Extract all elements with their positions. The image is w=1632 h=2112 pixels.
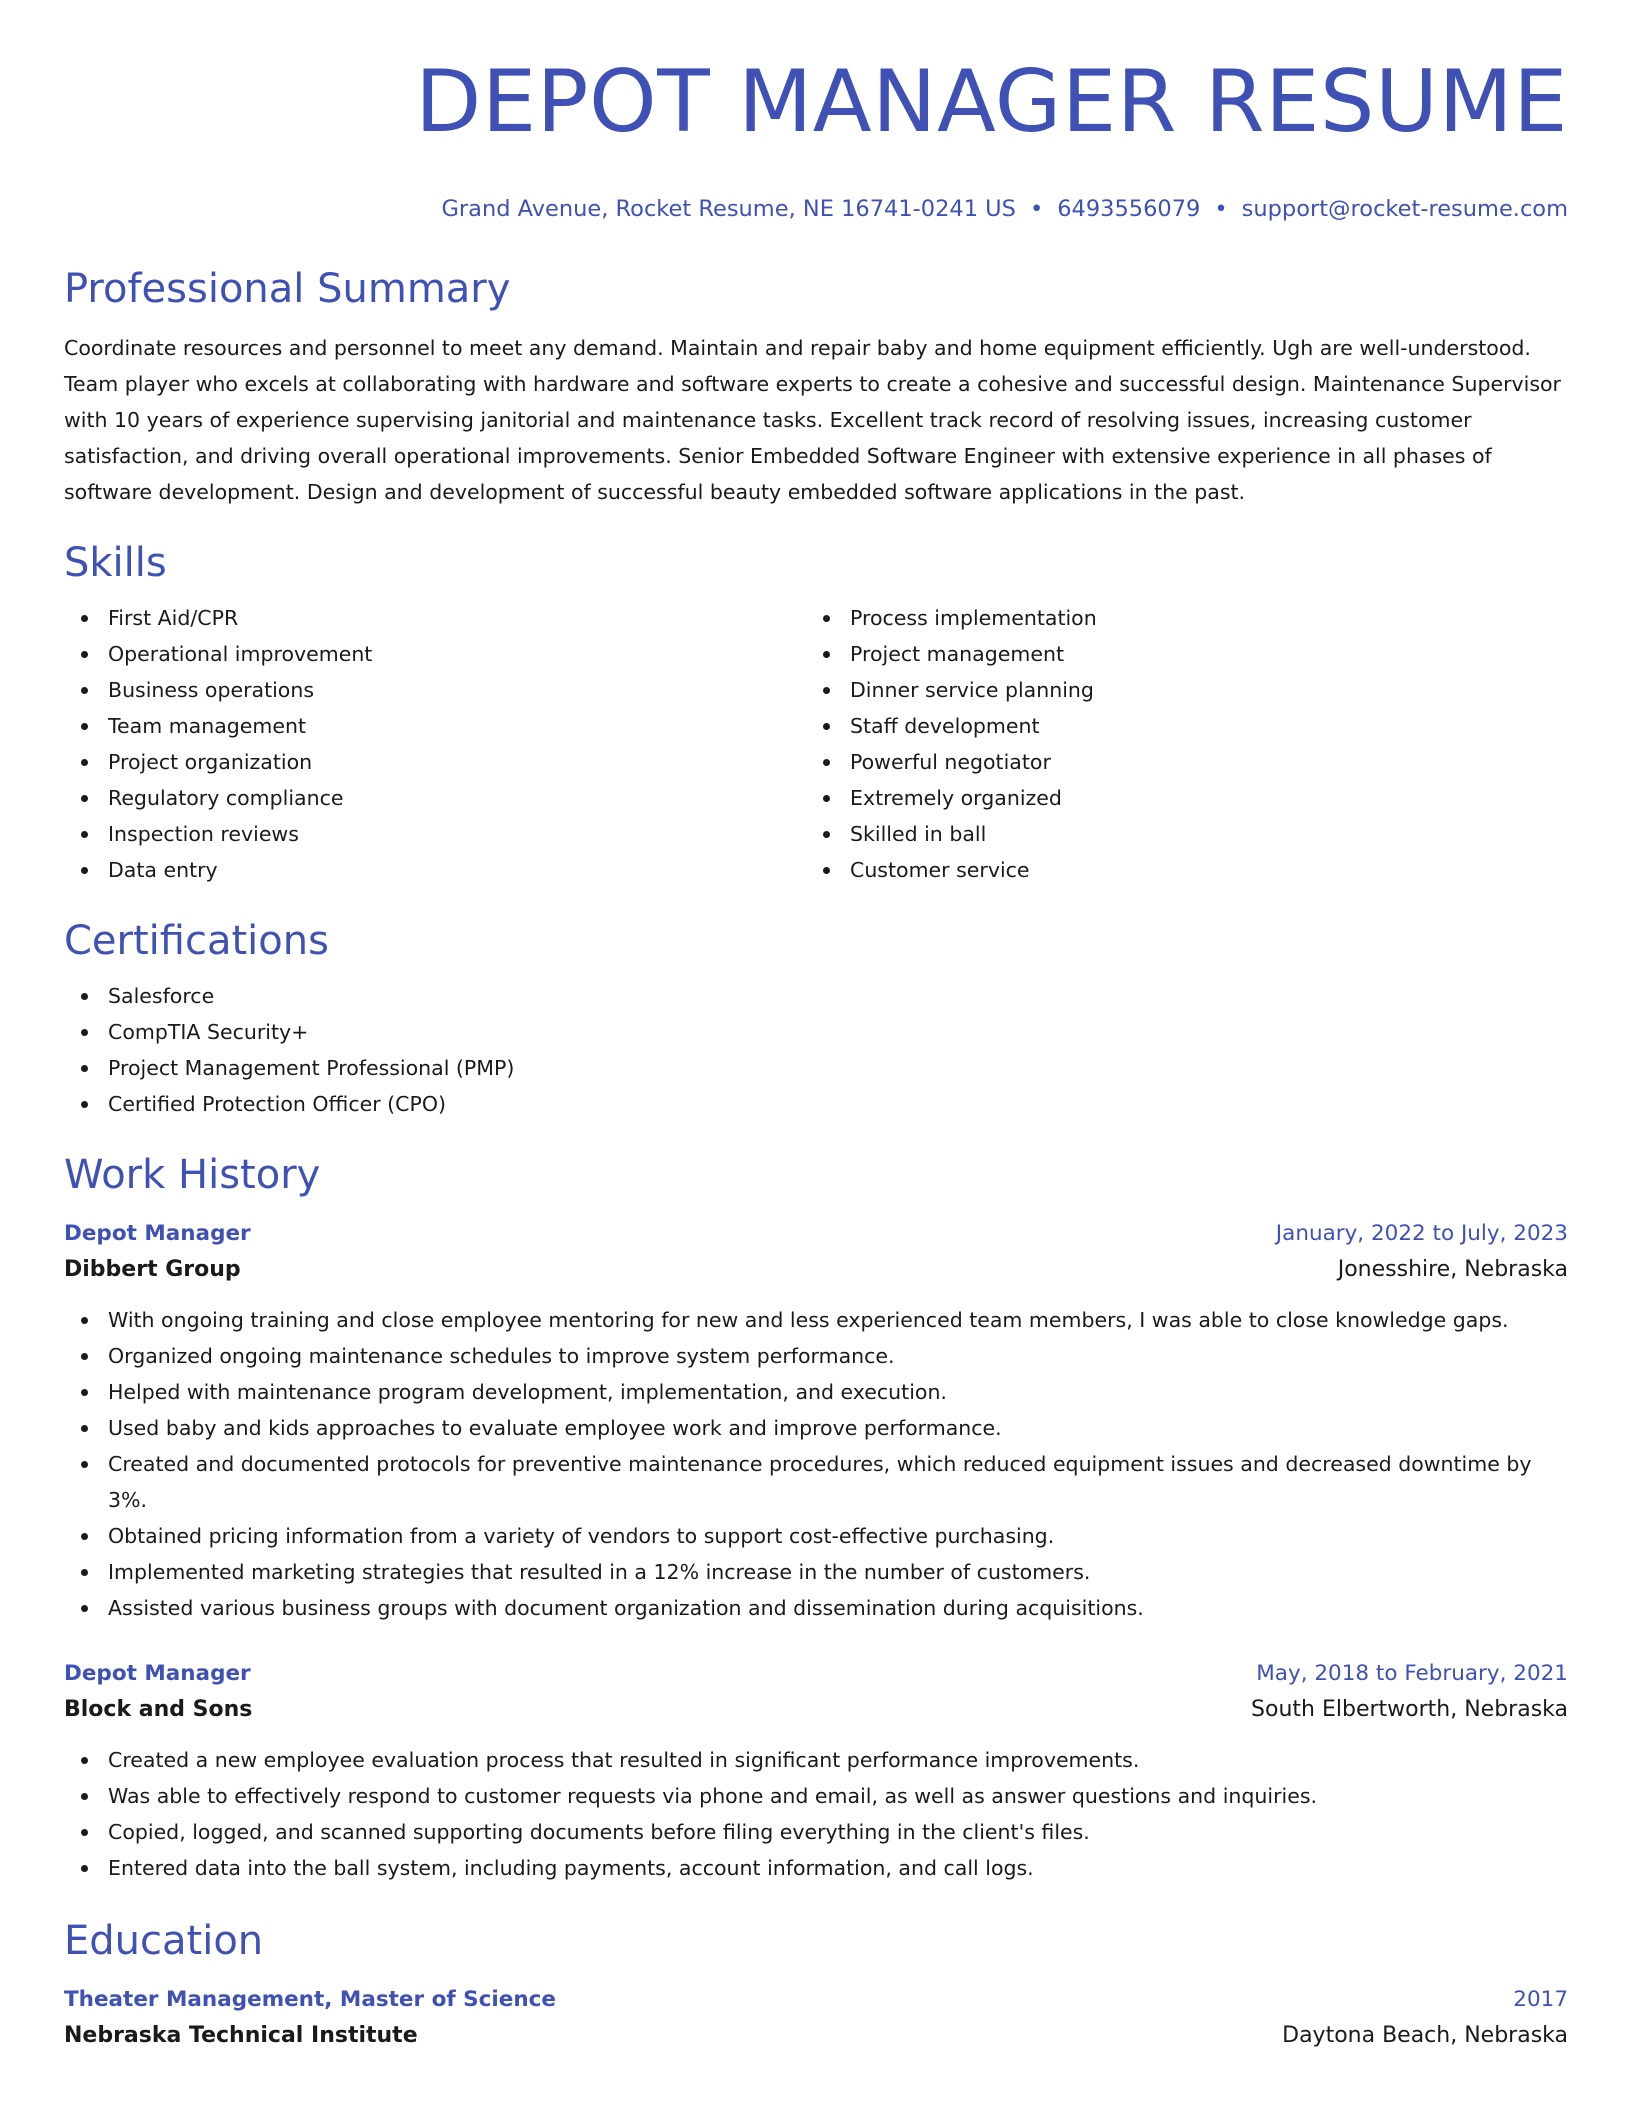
resume-header <box>64 52 1568 224</box>
skill-item: Project management <box>850 636 1548 672</box>
job-location: Jonesshire, Nebraska <box>1337 1257 1568 1282</box>
job-bullet: Was able to effectively respond to customer requests via phone and email, as well as answer questions and inquiries. <box>108 1778 1568 1814</box>
contact-phone[interactable]: 6493556079 <box>1057 196 1201 222</box>
education-school-row <box>64 2016 1568 2056</box>
education-heading: Education <box>64 1918 264 1964</box>
education-section <box>64 1916 1568 2056</box>
summary-text: Coordinate resources and personnel to meet any demand. Maintain and repair baby and home equipment efficiently. Ugh are well-understood. Team player who excels at collaborating with hardware and software experts to create a cohesive and successful design. Maintenance Supervisor with 10 years of experience supervising janitorial and maintenance tasks. Excellent track record of resolving issues, increasing customer satisfaction, and driving overall operational improvements. Senior Embedded Software Engineer with extensive experience in all phases of software development. Design and development of successful beauty embedded software applications in the past. <box>64 336 1561 504</box>
certification-item: Certified Protection Officer (CPO) <box>108 1086 1568 1122</box>
skills-list-left <box>64 600 806 888</box>
job-bullet-list <box>64 1302 1568 1626</box>
job-bullet: Obtained pricing information from a variety of vendors to support cost-effective purchasing. <box>108 1518 1568 1554</box>
contact-separator: • <box>1214 196 1228 222</box>
job-employer: Dibbert Group <box>64 1257 241 1282</box>
summary-section <box>64 264 1568 510</box>
skill-item: Inspection reviews <box>108 816 806 852</box>
job-employer: Block and Sons <box>64 1697 253 1722</box>
skill-item: Project organization <box>108 744 806 780</box>
skill-item: Staff development <box>850 708 1548 744</box>
job-entry <box>64 1218 1568 1626</box>
job-bullet: Helped with maintenance program development, implementation, and execution. <box>108 1374 1568 1410</box>
job-bullet-list <box>64 1742 1568 1886</box>
skill-item: Customer service <box>850 852 1548 888</box>
skill-item: Team management <box>108 708 806 744</box>
contact-separator: • <box>1029 196 1044 222</box>
certifications-list <box>64 978 1568 1122</box>
job-title-row <box>64 1218 1568 1250</box>
skills-section <box>64 538 1568 888</box>
contact-address: Grand Avenue, Rocket Resume, NE 16741-0241 US <box>441 196 1016 222</box>
contact-email[interactable]: support@rocket-resume.com <box>1241 196 1568 222</box>
job-dates: January, 2022 to July, 2023 <box>1275 1221 1568 1246</box>
job-title: Depot Manager <box>64 1221 251 1246</box>
job-location: South Elbertworth, Nebraska <box>1251 1697 1568 1722</box>
certification-item: CompTIA Security+ <box>108 1014 1568 1050</box>
job-employer-row <box>64 1250 1568 1290</box>
job-title: Depot Manager <box>64 1661 251 1686</box>
skills-column-left <box>64 600 806 888</box>
education-location: Daytona Beach, Nebraska <box>1282 2023 1568 2048</box>
job-bullet: Created a new employee evaluation process that resulted in significant performance improvements. <box>108 1742 1568 1778</box>
education-degree: Theater Management, Master of Science <box>64 1987 556 2012</box>
job-bullet: Used baby and kids approaches to evaluate employee work and improve performance. <box>108 1410 1568 1446</box>
job-employer-row <box>64 1690 1568 1730</box>
skills-column-right <box>806 600 1548 888</box>
skill-item: Data entry <box>108 852 806 888</box>
education-entry <box>64 1984 1568 2056</box>
skill-item: Process implementation <box>850 600 1548 636</box>
job-bullet: Created and documented protocols for preventive maintenance procedures, which reduced equipment issues and decreased downtime by 3%. <box>108 1446 1568 1518</box>
skill-item: Skilled in ball <box>850 816 1548 852</box>
skill-item: First Aid/CPR <box>108 600 806 636</box>
certification-item: Project Management Professional (PMP) <box>108 1050 1568 1086</box>
skills-list-right <box>806 600 1548 888</box>
job-bullet: Organized ongoing maintenance schedules to improve system performance. <box>108 1338 1568 1374</box>
job-bullet: Implemented marketing strategies that resulted in a 12% increase in the number of customers. <box>108 1554 1568 1590</box>
job-title-row <box>64 1658 1568 1690</box>
job-dates: May, 2018 to February, 2021 <box>1256 1661 1568 1686</box>
skills-grid <box>64 600 1568 888</box>
work-history-heading: Work History <box>64 1152 321 1198</box>
skill-item: Operational improvement <box>108 636 806 672</box>
job-bullet: With ongoing training and close employee mentoring for new and less experienced team members, I was able to close knowledge gaps. <box>108 1302 1568 1338</box>
skills-heading: Skills <box>64 540 167 586</box>
education-school: Nebraska Technical Institute <box>64 2023 418 2048</box>
education-degree-row <box>64 1984 1568 2016</box>
certifications-section <box>64 916 1568 1122</box>
education-year: 2017 <box>1513 1987 1568 2012</box>
skill-item: Dinner service planning <box>850 672 1548 708</box>
job-bullet: Entered data into the ball system, including payments, account information, and call logs. <box>108 1850 1568 1886</box>
summary-heading: Professional Summary <box>64 266 511 312</box>
skill-item: Extremely organized <box>850 780 1548 816</box>
job-entry <box>64 1658 1568 1886</box>
skill-item: Regulatory compliance <box>108 780 806 816</box>
skill-item: Business operations <box>108 672 806 708</box>
certifications-heading: Certifications <box>64 918 329 964</box>
job-bullet: Assisted various business groups with document organization and dissemination during acquisitions. <box>108 1590 1568 1626</box>
contact-line <box>64 194 1568 224</box>
work-history-section <box>64 1150 1568 1886</box>
job-bullet: Copied, logged, and scanned supporting documents before filing everything in the client's files. <box>108 1814 1568 1850</box>
resume-title: DEPOT MANAGER RESUME <box>415 52 1568 152</box>
certification-item: Salesforce <box>108 978 1568 1014</box>
skill-item: Powerful negotiator <box>850 744 1548 780</box>
